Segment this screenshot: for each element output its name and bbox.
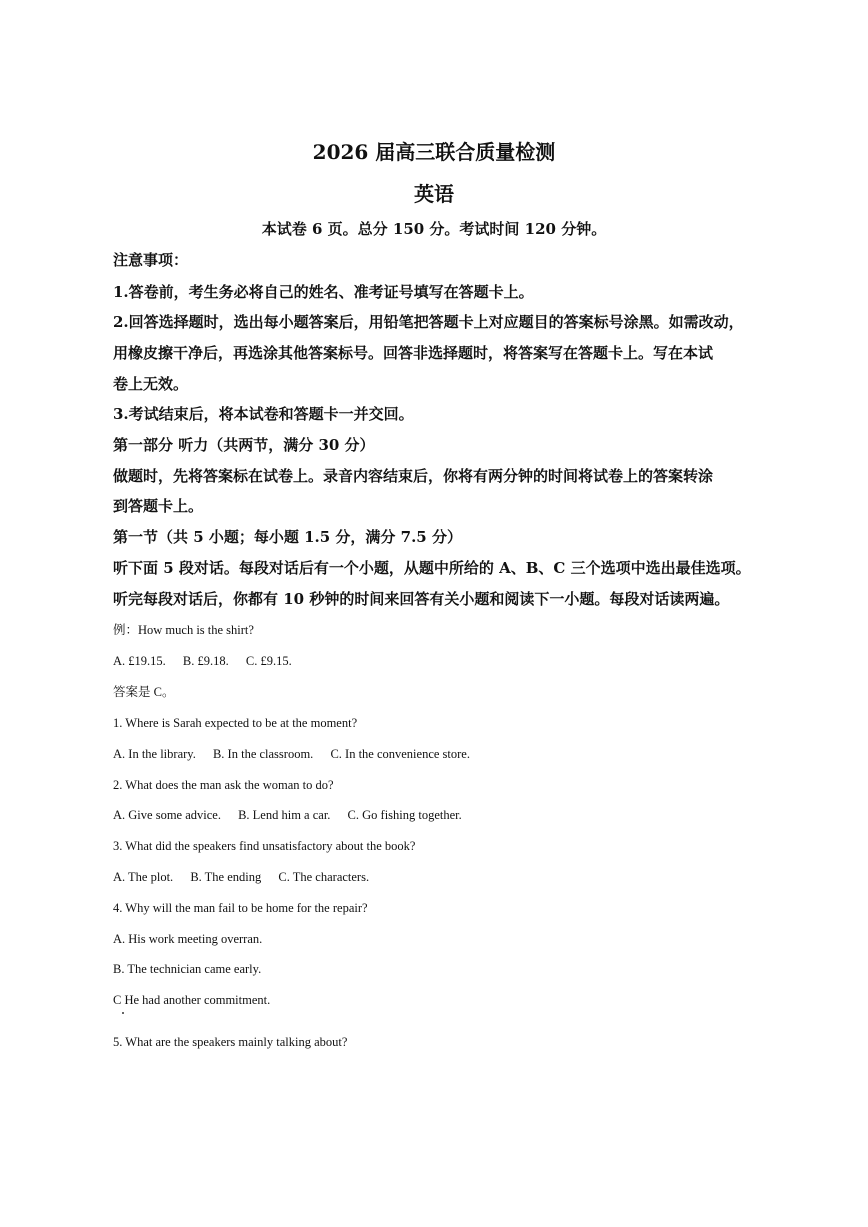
question-1-option-c: C. In the convenience store. bbox=[330, 747, 470, 761]
question-4: 4. Why will the man fail to be home for the repair? bbox=[113, 901, 368, 915]
question-1-option-a: A. In the library. bbox=[113, 747, 196, 761]
notice-item-2-line-1: 2.回答选择题时，选出每小题答案后，用铅笔把答题卡上对应题目的答案标号涂黑。如需改动， bbox=[113, 313, 744, 331]
question-4-option-c: C He had another commitment. bbox=[113, 993, 271, 1007]
example-question: 例：How much is the shirt? bbox=[113, 623, 254, 637]
question-2-options bbox=[113, 806, 476, 824]
notice-item-3: 3.考试结束后，将本试卷和答题卡一并交回。 bbox=[113, 405, 414, 423]
question-2-option-b: B. Lend him a car. bbox=[238, 808, 331, 822]
part1-instruction-line-2: 到答题卡上。 bbox=[113, 497, 204, 515]
question-3-option-a: A. The plot. bbox=[113, 870, 174, 884]
notice-item-2-line-3: 卷上无效。 bbox=[113, 375, 189, 393]
question-4-option-b: B. The technician came early. bbox=[113, 962, 262, 976]
question-2-option-a: A. Give some advice. bbox=[113, 808, 221, 822]
question-4-option-a: A. His work meeting overran. bbox=[113, 932, 263, 946]
part1-heading: 第一部分 听力（共两节，满分 30 分） bbox=[113, 436, 375, 454]
notice-heading: 注意事项： bbox=[113, 251, 189, 269]
section1-instruction-line-2: 听完每段对话后，你都有 10 秒钟的时间来回答有关小题和阅读下一小题。每段对话读两遍。 bbox=[113, 590, 730, 608]
question-2: 2. What does the man ask the woman to do? bbox=[113, 778, 334, 792]
question-5: 5. What are the speakers mainly talking about? bbox=[113, 1035, 348, 1049]
scan-speck bbox=[122, 1012, 124, 1014]
section1-heading: 第一节（共 5 小题；每小题 1.5 分，满分 7.5 分） bbox=[113, 528, 462, 546]
question-2-option-c: C. Go fishing together. bbox=[347, 808, 462, 822]
notice-item-2-line-2: 用橡皮擦干净后，再选涂其他答案标号。回答非选择题时，将答案写在答题卡上。写在本试 bbox=[113, 344, 714, 362]
question-1-option-b: B. In the classroom. bbox=[212, 747, 314, 761]
example-options bbox=[113, 652, 306, 670]
example-option-b: B. £9.18. bbox=[182, 654, 229, 668]
question-1-options bbox=[113, 745, 484, 763]
question-3-options bbox=[113, 868, 383, 886]
question-3-option-b: B. The ending bbox=[190, 870, 262, 884]
section1-instruction-line-1: 听下面 5 段对话。每段对话后有一个小题，从题中所给的 A、B、C 三个选项中选出最佳选项。 bbox=[113, 559, 751, 577]
example-option-c: C. £9.15. bbox=[245, 654, 292, 668]
exam-info: 本试卷 6 页。总分 150 分。考试时间 120 分钟。 bbox=[261, 220, 607, 238]
subject-title: 英语 bbox=[414, 182, 454, 206]
notice-item-1: 1.答卷前，考生务必将自己的姓名、准考证号填写在答题卡上。 bbox=[113, 283, 534, 301]
question-1: 1. Where is Sarah expected to be at the moment? bbox=[113, 716, 358, 730]
exam-title: 2026 届高三联合质量检测 bbox=[312, 140, 556, 164]
part1-instruction-line-1: 做题时，先将答案标在试卷上。录音内容结束后，你将有两分钟的时间将试卷上的答案转涂 bbox=[113, 467, 714, 485]
question-3: 3. What did the speakers find unsatisfactory about the book? bbox=[113, 839, 416, 853]
example-option-a: A. £19.15. bbox=[113, 654, 166, 668]
example-answer: 答案是 C。 bbox=[113, 685, 175, 699]
question-3-option-c: C. The characters. bbox=[278, 870, 370, 884]
